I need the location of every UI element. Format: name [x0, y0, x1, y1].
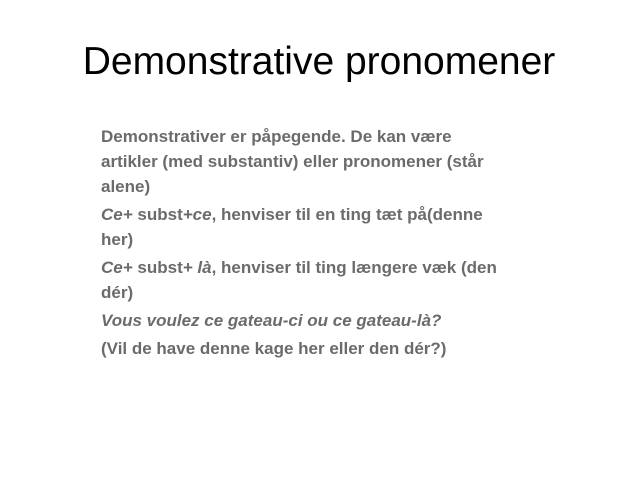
paragraph-ce-la — [101, 255, 541, 305]
example-sentence: Vous voulez ce gateau-ci ou ce gateau-là? — [101, 311, 442, 330]
slide-body — [101, 124, 541, 364]
subst-word: subst — [132, 205, 183, 224]
paragraph-ce-ci — [101, 202, 541, 252]
ce-la-explanation: , henviser til ting længere væk (den — [211, 258, 497, 277]
subst-word: subst — [132, 258, 183, 277]
ce-la-explanation-line-2: dér) — [101, 283, 134, 302]
plus-ce-suffix: +ce — [182, 205, 212, 224]
ce-prefix: Ce+ — [101, 258, 133, 277]
example-translation: (Vil de have denne kage her eller den dér?) — [101, 339, 447, 358]
ce-ci-explanation-line-2: her) — [101, 230, 134, 249]
slide-title: Demonstrative pronomener — [82, 40, 556, 83]
paragraph-definition — [101, 124, 541, 199]
definition-line-3: alene) — [101, 177, 151, 196]
definition-line-1: Demonstrativer er påpegende. De kan være — [101, 127, 452, 146]
ce-prefix: Ce+ — [101, 205, 133, 224]
ce-ci-explanation: , henviser til en ting tæt på(denne — [211, 205, 483, 224]
plus-la-suffix: + là — [182, 258, 212, 277]
definition-line-2: artikler (med substantiv) eller pronomener (står — [101, 152, 484, 171]
